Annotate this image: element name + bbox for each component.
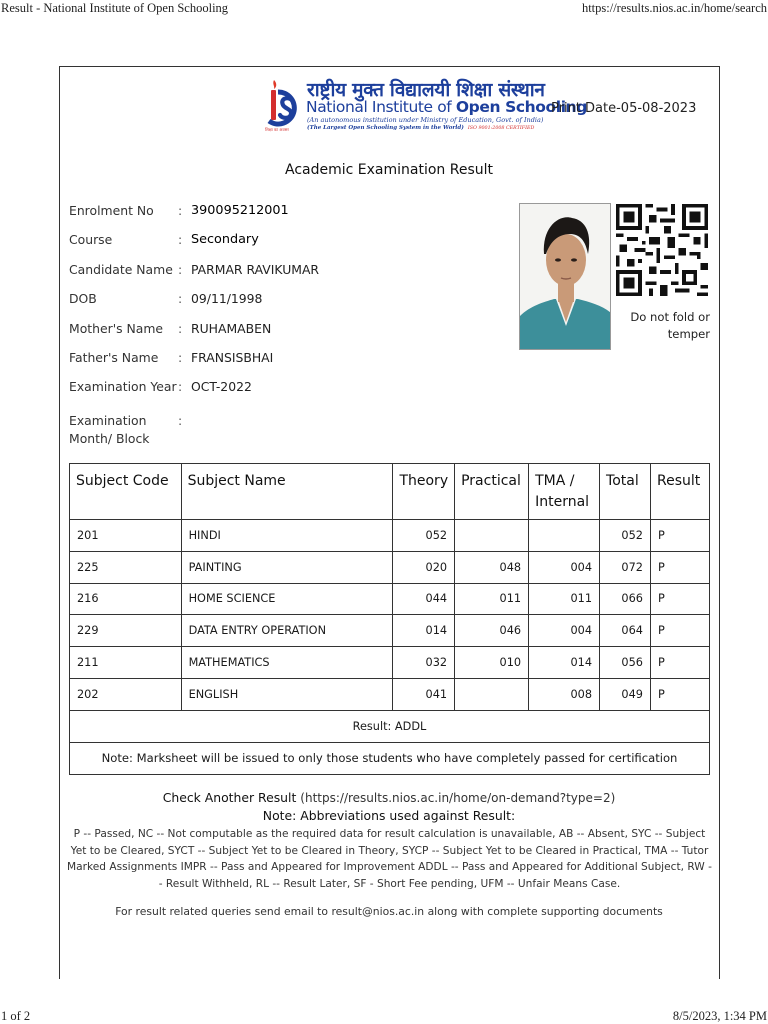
field-separator: :: [178, 203, 183, 218]
field-label: Candidate Name: [69, 261, 173, 277]
logo-iso-certification: ISO 9001:2008 CERTIFIED: [467, 126, 535, 131]
cell-practical: 046: [455, 615, 529, 647]
document-title: Academic Examination Result: [285, 162, 493, 178]
field-label: Examination Month/ Block: [69, 412, 150, 446]
field-value: PARMAR RAVIKUMAR: [191, 261, 320, 277]
cell-theory: 044: [393, 583, 455, 615]
cell-result: P: [650, 615, 709, 647]
field-label: Course: [69, 232, 113, 248]
cell-theory: 032: [393, 647, 455, 679]
field-value: RUHAMABEN: [191, 320, 272, 336]
field-separator: :: [178, 232, 183, 248]
cell-tma: 011: [529, 583, 600, 615]
candidate-photo: [519, 203, 611, 350]
cell-total: 056: [600, 647, 651, 679]
table-row: [70, 647, 710, 679]
cell-tma: 014: [529, 647, 600, 679]
field-separator: :: [178, 261, 183, 277]
field-course: [69, 230, 509, 259]
cell-code: 229: [70, 615, 182, 647]
qr-note: Do not fold or temper: [630, 310, 710, 341]
results-table: [69, 463, 710, 775]
overall-result-row: [70, 710, 710, 742]
qr-code: [616, 203, 708, 297]
field-enrolment-no: [69, 201, 509, 230]
cell-practical: [455, 678, 529, 710]
marksheet-note-row: [70, 742, 710, 774]
check-another-result: [0, 790, 768, 805]
field-value: 390095212001: [191, 203, 289, 218]
check-another-result-url: (https://results.nios.ac.in/home/on-demand?type=2): [300, 791, 616, 805]
print-page-number: 1 of 2: [1, 1009, 31, 1023]
cell-practical: [455, 520, 529, 552]
cell-tma: [529, 520, 600, 552]
cell-name: HOME SCIENCE: [181, 583, 393, 615]
check-another-result-link[interactable]: Check Another Result: [162, 790, 297, 805]
field-candidate-name: [69, 260, 509, 289]
logo-english-name: [306, 98, 587, 116]
field-value: OCT-2022: [191, 379, 252, 395]
table-row: [70, 583, 710, 615]
table-row: [70, 615, 710, 647]
field-label: Examination Year: [69, 379, 177, 395]
logo-english-bold: Open Schooling: [455, 98, 587, 116]
candidate-photo-illustration: [520, 204, 611, 350]
cell-tma: 008: [529, 678, 600, 710]
field-separator: :: [178, 291, 183, 307]
cell-total: 052: [600, 520, 651, 552]
field-label: Father's Name: [69, 349, 159, 365]
print-date: Print Date-05-08-2023: [551, 101, 697, 116]
logo-english-regular: National Institute of: [306, 98, 456, 116]
field-value: 09/11/1998: [191, 291, 263, 307]
cell-result: P: [650, 647, 709, 679]
logo-hindi-name: राष्ट्रीय मुक्त विद्यालयी शिक्षा संस्थान: [307, 79, 545, 101]
logo-tagline: [307, 125, 534, 131]
print-datetime: 8/5/2023, 1:34 PM: [672, 1009, 767, 1023]
field-dob: [69, 289, 509, 318]
field-label: Mother's Name: [69, 320, 164, 336]
cell-tma: 004: [529, 551, 600, 583]
header-theory: Theory: [393, 464, 455, 520]
cell-total: 064: [600, 615, 651, 647]
header-subject-name: Subject Name: [181, 464, 393, 520]
cell-total: 049: [600, 678, 651, 710]
field-separator: :: [178, 412, 183, 428]
candidate-details: [69, 201, 509, 446]
print-footer: [0, 1009, 768, 1024]
field-mothers-name: [69, 319, 509, 348]
logo-subtitle: (An autonomous institution under Ministry of Education, Govt. of India): [307, 116, 544, 124]
table-row: [70, 520, 710, 552]
logo-hindi-tagline: शिक्षा का अवसर: [265, 127, 289, 132]
cell-result: P: [650, 551, 709, 583]
cell-result: P: [650, 583, 709, 615]
header-total: Total: [600, 464, 651, 520]
cell-practical: 048: [455, 551, 529, 583]
cell-practical: 010: [455, 647, 529, 679]
header-practical: Practical: [455, 464, 529, 520]
table-row: [70, 678, 710, 710]
cell-name: HINDI: [181, 520, 393, 552]
cell-code: 225: [70, 551, 182, 583]
nios-emblem-icon: [265, 78, 301, 134]
table-row: [70, 551, 710, 583]
cell-name: PAINTING: [181, 551, 393, 583]
logo-tagline-text: (The Largest Open Schooling System in the World): [307, 125, 464, 131]
field-separator: :: [178, 320, 183, 336]
cell-practical: 011: [455, 583, 529, 615]
cell-code: 216: [70, 583, 182, 615]
header-subject-code: Subject Code: [70, 464, 182, 520]
cell-code: 211: [70, 647, 182, 679]
field-examination-year: [69, 377, 509, 406]
cell-theory: 014: [393, 615, 455, 647]
print-url: https://results.nios.ac.in/home/search: [581, 1, 767, 15]
cell-theory: 052: [393, 520, 455, 552]
overall-result: Result: ADDL: [70, 710, 710, 742]
marksheet-note: Note: Marksheet will be issued to only those students who have completely passed for certification: [70, 742, 710, 774]
header-tma-internal: TMA / Internal: [529, 464, 600, 520]
cell-code: 202: [70, 678, 182, 710]
cell-theory: 041: [393, 678, 455, 710]
field-separator: :: [178, 379, 183, 395]
field-label: DOB: [69, 291, 97, 307]
abbreviations-title: Note: Abbreviations used against Result:: [262, 808, 516, 823]
print-header: [0, 0, 768, 18]
queries-note: For result related queries send email to result@nios.ac.in along with complete supporting documents: [115, 905, 663, 918]
cell-result: P: [650, 678, 709, 710]
field-label: Enrolment No: [69, 203, 154, 218]
header-result: Result: [650, 464, 709, 520]
cell-tma: 004: [529, 615, 600, 647]
cell-name: ENGLISH: [181, 678, 393, 710]
nios-logo: [265, 78, 587, 138]
cell-total: 066: [600, 583, 651, 615]
field-separator: :: [178, 349, 183, 365]
cell-code: 201: [70, 520, 182, 552]
cell-result: P: [650, 520, 709, 552]
field-examination-month-block: [69, 407, 509, 446]
cell-name: MATHEMATICS: [181, 647, 393, 679]
field-value: FRANSISBHAI: [191, 349, 274, 365]
print-page-title: Result - National Institute of Open Schooling: [1, 1, 229, 15]
abbreviations-text: P -- Passed, NC -- Not computable as the required data for result calculation is unavailable, AB -- Absent, SYC -- Subject Yet to be Cleared, SYCT -- Subject Yet to be Cleared in Theory, SYCP -- Subject Yet to be Cleared in Practical, TMA -- Tutor Marked Assignments IMPR -- Pass and Appeared for Improvement ADDL -- Pass and Appeared for Additional Subject, RW -- Result Withheld, RL -- Result Later, SF - Short Fee pending, UFM -- Unfair Means Case.: [67, 828, 712, 891]
table-header-row: [70, 464, 710, 520]
cell-theory: 020: [393, 551, 455, 583]
field-fathers-name: [69, 348, 509, 377]
cell-name: DATA ENTRY OPERATION: [181, 615, 393, 647]
field-value: Secondary: [191, 232, 259, 248]
cell-total: 072: [600, 551, 651, 583]
